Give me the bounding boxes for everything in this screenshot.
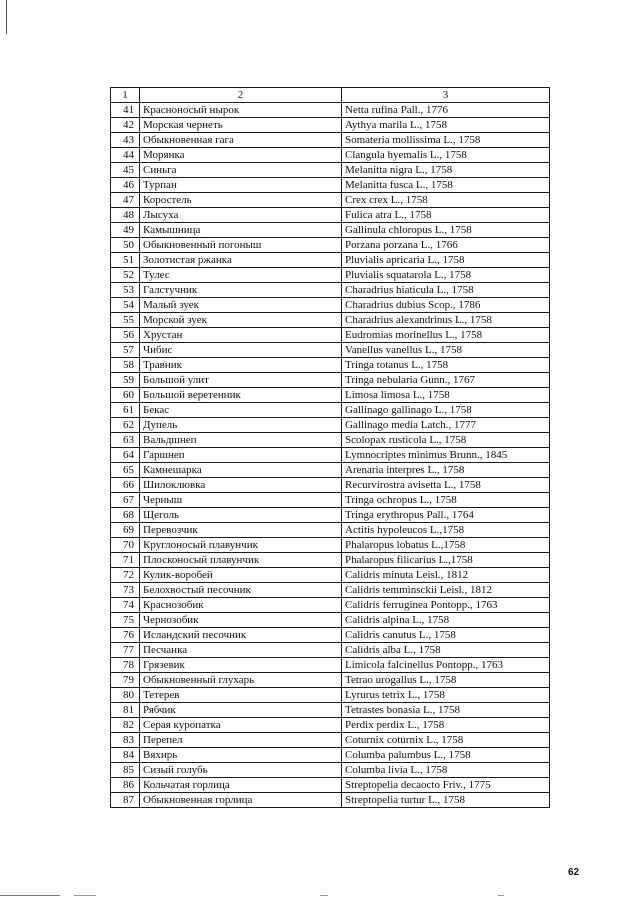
latin-name-cell: Tringa totanus L., 1758 <box>342 358 550 373</box>
latin-name-cell: Clangula hyemalis L., 1758 <box>342 148 550 163</box>
latin-name-cell: Tetrao urogallus L., 1758 <box>342 673 550 688</box>
russian-name-cell: Грязевик <box>140 658 342 673</box>
russian-name-cell: Обыкновенный погоныш <box>140 238 342 253</box>
table-row <box>111 613 550 628</box>
bottom-dash <box>498 895 504 896</box>
russian-name-cell: Морская чернеть <box>140 118 342 133</box>
table-row <box>111 778 550 793</box>
russian-name-cell: Краснозобик <box>140 598 342 613</box>
russian-name-cell: Шилоклювка <box>140 478 342 493</box>
table-row <box>111 643 550 658</box>
latin-name-cell: Calidris alpina L., 1758 <box>342 613 550 628</box>
russian-name-cell: Морской зуек <box>140 313 342 328</box>
table-row <box>111 178 550 193</box>
row-number-cell: 56 <box>111 328 140 343</box>
row-number-cell: 72 <box>111 568 140 583</box>
russian-name-cell: Кольчатая горлица <box>140 778 342 793</box>
russian-name-cell: Гаршнеп <box>140 448 342 463</box>
latin-name-cell: Netta rufina Pall., 1776 <box>342 103 550 118</box>
table-row <box>111 463 550 478</box>
russian-name-cell: Перевозчик <box>140 523 342 538</box>
table-row <box>111 403 550 418</box>
row-number-cell: 66 <box>111 478 140 493</box>
row-number-cell: 85 <box>111 763 140 778</box>
table-row <box>111 298 550 313</box>
latin-name-cell: Calidris canutus L., 1758 <box>342 628 550 643</box>
latin-name-cell: Scolopax rusticola L., 1758 <box>342 433 550 448</box>
latin-name-cell: Tringa nebularia Gunn., 1767 <box>342 373 550 388</box>
russian-name-cell: Черныш <box>140 493 342 508</box>
table-row <box>111 553 550 568</box>
russian-name-cell: Серая куропатка <box>140 718 342 733</box>
latin-name-cell: Streptopelia decaocto Friv., 1775 <box>342 778 550 793</box>
table-row <box>111 193 550 208</box>
page-number: 62 <box>568 867 580 878</box>
row-number-cell: 71 <box>111 553 140 568</box>
table-row <box>111 223 550 238</box>
table-row <box>111 508 550 523</box>
row-number-cell: 76 <box>111 628 140 643</box>
russian-name-cell: Малый зуек <box>140 298 342 313</box>
russian-name-cell: Обыкновенный глухарь <box>140 673 342 688</box>
row-number-cell: 55 <box>111 313 140 328</box>
table-row <box>111 358 550 373</box>
table-row <box>111 493 550 508</box>
latin-name-cell: Lyrurus tetrix L., 1758 <box>342 688 550 703</box>
row-number-cell: 51 <box>111 253 140 268</box>
russian-name-cell: Тулес <box>140 268 342 283</box>
row-number-cell: 41 <box>111 103 140 118</box>
row-number-cell: 81 <box>111 703 140 718</box>
latin-name-cell: Aythya marila L., 1758 <box>342 118 550 133</box>
latin-name-cell: Columba palumbus L., 1758 <box>342 748 550 763</box>
table-row <box>111 793 550 808</box>
russian-name-cell: Лысуха <box>140 208 342 223</box>
row-number-cell: 44 <box>111 148 140 163</box>
russian-name-cell: Камышница <box>140 223 342 238</box>
latin-name-cell: Vanellus vanellus L., 1758 <box>342 343 550 358</box>
table-row <box>111 598 550 613</box>
russian-name-cell: Травник <box>140 358 342 373</box>
latin-name-cell: Streptopelia turtur L., 1758 <box>342 793 550 808</box>
latin-name-cell: Limosa limosa L., 1758 <box>342 388 550 403</box>
russian-name-cell: Чернозобик <box>140 613 342 628</box>
table-row <box>111 658 550 673</box>
row-number-cell: 67 <box>111 493 140 508</box>
latin-name-cell: Limicola falcinellus Pontopp., 1763 <box>342 658 550 673</box>
bottom-rule <box>0 895 60 896</box>
table-row <box>111 433 550 448</box>
russian-name-cell: Камнешарка <box>140 463 342 478</box>
row-number-cell: 43 <box>111 133 140 148</box>
latin-name-cell: Melanitta nigra L., 1758 <box>342 163 550 178</box>
latin-name-cell: Crex crex L., 1758 <box>342 193 550 208</box>
column-header-number: 1 <box>111 88 140 103</box>
russian-name-cell: Сизый голубь <box>140 763 342 778</box>
russian-name-cell: Рябчик <box>140 703 342 718</box>
russian-name-cell: Кулик-воробей <box>140 568 342 583</box>
table-row <box>111 763 550 778</box>
latin-name-cell: Calidris ferruginea Pontopp., 1763 <box>342 598 550 613</box>
table-row <box>111 523 550 538</box>
russian-name-cell: Обыкновенная гага <box>140 133 342 148</box>
page-edge-mark <box>6 0 7 34</box>
russian-name-cell: Бекас <box>140 403 342 418</box>
russian-name-cell: Тетерев <box>140 688 342 703</box>
row-number-cell: 50 <box>111 238 140 253</box>
latin-name-cell: Tringa erythropus Pall., 1764 <box>342 508 550 523</box>
russian-name-cell: Дупель <box>140 418 342 433</box>
russian-name-cell: Круглоносый плавунчик <box>140 538 342 553</box>
row-number-cell: 77 <box>111 643 140 658</box>
table-row <box>111 718 550 733</box>
latin-name-cell: Gallinago media Latch., 1777 <box>342 418 550 433</box>
latin-name-cell: Calidris temminsckii Leisl., 1812 <box>342 583 550 598</box>
table-row <box>111 343 550 358</box>
table-row <box>111 733 550 748</box>
russian-name-cell: Галстучник <box>140 283 342 298</box>
latin-name-cell: Columba livia L., 1758 <box>342 763 550 778</box>
row-number-cell: 70 <box>111 538 140 553</box>
table-row <box>111 313 550 328</box>
row-number-cell: 47 <box>111 193 140 208</box>
row-number-cell: 63 <box>111 433 140 448</box>
row-number-cell: 73 <box>111 583 140 598</box>
latin-name-cell: Perdix perdix L., 1758 <box>342 718 550 733</box>
row-number-cell: 79 <box>111 673 140 688</box>
table-row <box>111 328 550 343</box>
latin-name-cell: Charadrius alexandrinus L., 1758 <box>342 313 550 328</box>
russian-name-cell: Белохвостый песочник <box>140 583 342 598</box>
latin-name-cell: Somateria mollissima L., 1758 <box>342 133 550 148</box>
latin-name-cell: Coturnix coturnix L., 1758 <box>342 733 550 748</box>
russian-name-cell: Вяхирь <box>140 748 342 763</box>
latin-name-cell: Pluvialis squatarola L., 1758 <box>342 268 550 283</box>
column-header-latin-name: 3 <box>342 88 550 103</box>
table-row <box>111 538 550 553</box>
table-row <box>111 148 550 163</box>
row-number-cell: 53 <box>111 283 140 298</box>
latin-name-cell: Phalaropus lobatus L.,1758 <box>342 538 550 553</box>
latin-name-cell: Gallinago gallinago L., 1758 <box>342 403 550 418</box>
row-number-cell: 49 <box>111 223 140 238</box>
table-row <box>111 103 550 118</box>
table-row <box>111 118 550 133</box>
russian-name-cell: Исландский песочник <box>140 628 342 643</box>
russian-name-cell: Коростель <box>140 193 342 208</box>
row-number-cell: 46 <box>111 178 140 193</box>
row-number-cell: 64 <box>111 448 140 463</box>
row-number-cell: 75 <box>111 613 140 628</box>
row-number-cell: 54 <box>111 298 140 313</box>
table-row <box>111 418 550 433</box>
latin-name-cell: Arenaria interpres L., 1758 <box>342 463 550 478</box>
latin-name-cell: Tringa ochropus L., 1758 <box>342 493 550 508</box>
latin-name-cell: Charadrius hiaticula L., 1758 <box>342 283 550 298</box>
row-number-cell: 61 <box>111 403 140 418</box>
latin-name-cell: Fulica atra L., 1758 <box>342 208 550 223</box>
bottom-dash <box>74 895 96 896</box>
table-row <box>111 688 550 703</box>
russian-name-cell: Синьга <box>140 163 342 178</box>
table-row <box>111 478 550 493</box>
russian-name-cell: Хрустан <box>140 328 342 343</box>
russian-name-cell: Обыкновенная горлица <box>140 793 342 808</box>
table-row <box>111 703 550 718</box>
row-number-cell: 86 <box>111 778 140 793</box>
table-row <box>111 133 550 148</box>
table-body <box>111 103 550 808</box>
row-number-cell: 84 <box>111 748 140 763</box>
row-number-cell: 78 <box>111 658 140 673</box>
row-number-cell: 68 <box>111 508 140 523</box>
table-row <box>111 283 550 298</box>
latin-name-cell: Charadrius dubius Scop., 1786 <box>342 298 550 313</box>
russian-name-cell: Щеголь <box>140 508 342 523</box>
russian-name-cell: Золотистая ржанка <box>140 253 342 268</box>
table-row <box>111 748 550 763</box>
russian-name-cell: Турпан <box>140 178 342 193</box>
table-row <box>111 373 550 388</box>
russian-name-cell: Песчанка <box>140 643 342 658</box>
row-number-cell: 58 <box>111 358 140 373</box>
row-number-cell: 57 <box>111 343 140 358</box>
latin-name-cell: Porzana porzana L., 1766 <box>342 238 550 253</box>
russian-name-cell: Большой веретенник <box>140 388 342 403</box>
russian-name-cell: Большой улит <box>140 373 342 388</box>
row-number-cell: 69 <box>111 523 140 538</box>
table-row <box>111 568 550 583</box>
latin-name-cell: Eudromias morinellus L., 1758 <box>342 328 550 343</box>
row-number-cell: 87 <box>111 793 140 808</box>
row-number-cell: 45 <box>111 163 140 178</box>
latin-name-cell: Actitis hypoleucos L.,1758 <box>342 523 550 538</box>
row-number-cell: 42 <box>111 118 140 133</box>
russian-name-cell: Плосконосый плавунчик <box>140 553 342 568</box>
row-number-cell: 52 <box>111 268 140 283</box>
bottom-dash <box>320 895 328 896</box>
species-table <box>110 87 550 808</box>
row-number-cell: 62 <box>111 418 140 433</box>
table-row <box>111 163 550 178</box>
latin-name-cell: Pluvialis apricaria L., 1758 <box>342 253 550 268</box>
table-row <box>111 448 550 463</box>
table-row <box>111 268 550 283</box>
table-header-row <box>111 88 550 103</box>
row-number-cell: 48 <box>111 208 140 223</box>
latin-name-cell: Lymnocriptes minimus Brunn., 1845 <box>342 448 550 463</box>
row-number-cell: 74 <box>111 598 140 613</box>
latin-name-cell: Melanitta fusca L., 1758 <box>342 178 550 193</box>
latin-name-cell: Tetrastes bonasia L., 1758 <box>342 703 550 718</box>
table-row <box>111 673 550 688</box>
russian-name-cell: Перепел <box>140 733 342 748</box>
row-number-cell: 80 <box>111 688 140 703</box>
row-number-cell: 59 <box>111 373 140 388</box>
russian-name-cell: Красноносый нырок <box>140 103 342 118</box>
latin-name-cell: Calidris minuta Leisl., 1812 <box>342 568 550 583</box>
row-number-cell: 65 <box>111 463 140 478</box>
russian-name-cell: Морянка <box>140 148 342 163</box>
russian-name-cell: Чибис <box>140 343 342 358</box>
latin-name-cell: Calidris alba L., 1758 <box>342 643 550 658</box>
row-number-cell: 82 <box>111 718 140 733</box>
column-header-russian-name: 2 <box>140 88 342 103</box>
table-row <box>111 208 550 223</box>
table-row <box>111 628 550 643</box>
table-row <box>111 388 550 403</box>
latin-name-cell: Gallinula chloropus L., 1758 <box>342 223 550 238</box>
russian-name-cell: Вальдшнеп <box>140 433 342 448</box>
row-number-cell: 83 <box>111 733 140 748</box>
row-number-cell: 60 <box>111 388 140 403</box>
latin-name-cell: Recurvirostra avisetta L., 1758 <box>342 478 550 493</box>
latin-name-cell: Phalaropus filicarius L.,1758 <box>342 553 550 568</box>
table-row <box>111 583 550 598</box>
table-row <box>111 238 550 253</box>
table-row <box>111 253 550 268</box>
